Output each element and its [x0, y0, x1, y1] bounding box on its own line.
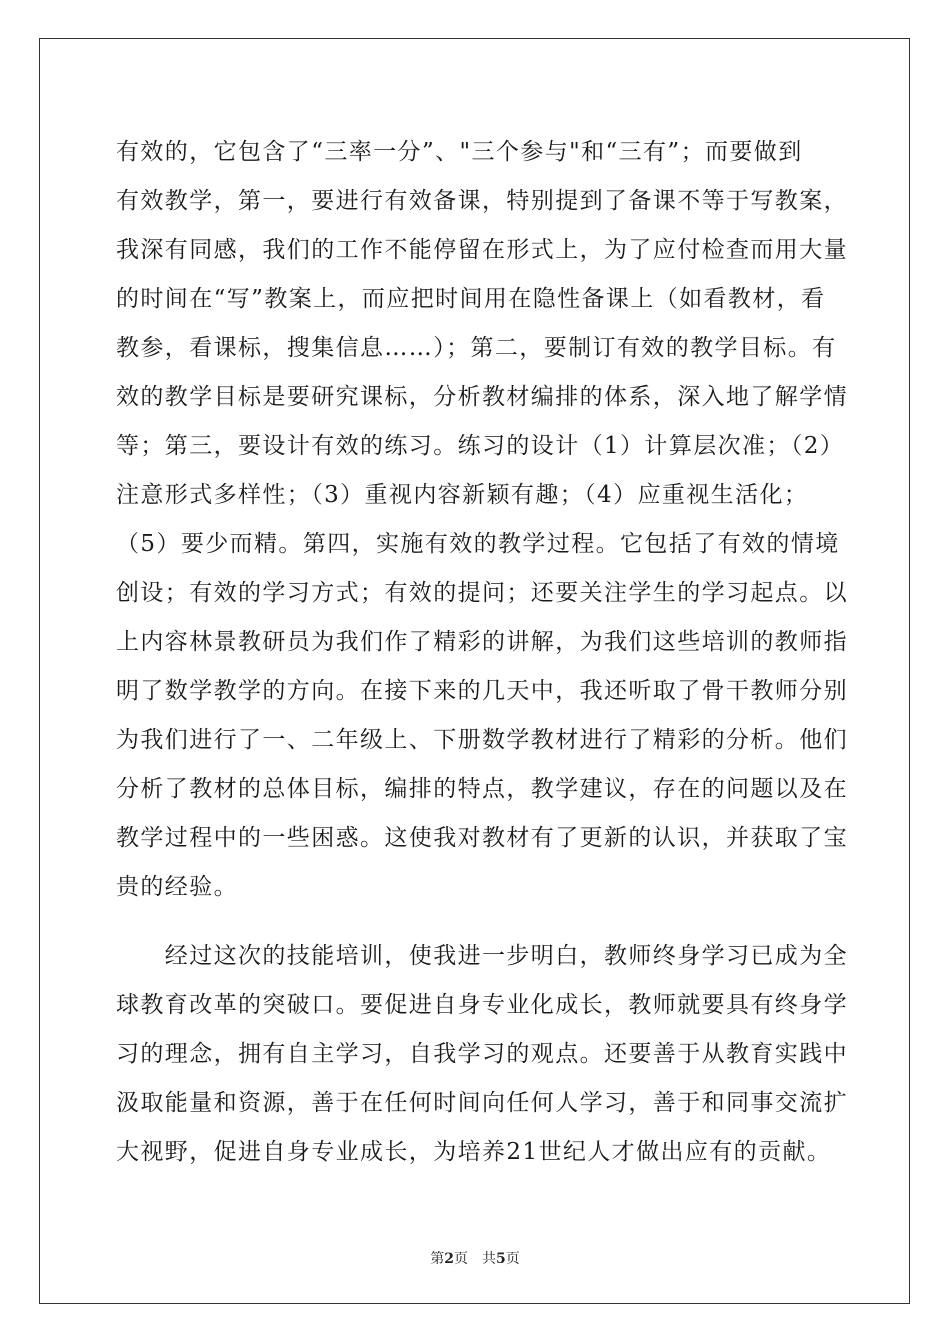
page-total-count: 5	[496, 1251, 506, 1267]
page-number-prefix: 第	[430, 1251, 445, 1267]
text-line: 贵的经验。	[116, 874, 238, 900]
page-total-prefix: 共	[482, 1251, 496, 1267]
text-line: 创设；有效的学习方式；有效的提问；还要关注学生的学习起点。以	[116, 580, 848, 606]
text-line: 为我们进行了一、二年级上、下册数学教材进行了精彩的分析。他们	[116, 727, 848, 753]
page-number-current: 2	[444, 1251, 454, 1267]
text-line: （5）要少而精。第四，实施有效的教学过程。它包括了有效的情境	[116, 531, 840, 557]
text-line: 我深有同感，我们的工作不能停留在形式上，为了应付检查而用大量	[116, 237, 848, 263]
text-line: 大视野，促进自身专业成长，为培养21世纪人才做出应有的贡献。	[116, 1139, 832, 1165]
paragraph-1	[116, 128, 848, 912]
text-line: 上内容林景教研员为我们作了精彩的讲解，为我们这些培训的教师指	[116, 629, 848, 655]
page-total-suffix: 页	[505, 1251, 520, 1267]
text-line: 习的理念，拥有自主学习，自我学习的观点。还要善于从教育实践中	[116, 1041, 848, 1067]
paragraph-2	[116, 932, 848, 1177]
page-number-suffix: 页	[454, 1251, 468, 1267]
text-line: 明了数学教学的方向。在接下来的几天中，我还听取了骨干教师分别	[116, 678, 848, 704]
text-line: 有效教学，第一，要进行有效备课，特别提到了备课不等于写教案，	[116, 188, 848, 214]
text-line: 有效的，它包含了“三率一分”、"三个参与"和“三有”；而要做到	[116, 139, 803, 165]
text-line: 注意形式多样性；（3）重视内容新颖有趣；（4）应重视生活化；	[116, 482, 809, 508]
document-body	[116, 128, 848, 1177]
paragraph-gap	[116, 912, 836, 932]
text-line: 教参，看课标，搜集信息……）；第二，要制订有效的教学目标。有	[116, 335, 837, 361]
page-footer	[0, 1248, 950, 1268]
text-line: 教学过程中的一些困惑。这使我对教材有了更新的认识，并获取了宝	[116, 825, 848, 851]
text-line: 经过这次的技能培训，使我进一步明白，教师终身学习已成为全	[116, 943, 848, 969]
text-line: 球教育改革的突破口。要促进自身专业化成长，教师就要具有终身学	[116, 992, 848, 1018]
text-line: 汲取能量和资源，善于在任何时间向任何人学习，善于和同事交流扩	[116, 1090, 848, 1116]
text-line: 的时间在“写”教案上，而应把时间用在隐性备课上（如看教材，看	[116, 286, 826, 312]
text-line: 等；第三，要设计有效的练习。练习的设计（1）计算层次准；（2）	[116, 433, 845, 459]
text-line: 分析了教材的总体目标，编排的特点，教学建议，存在的问题以及在	[116, 776, 848, 802]
text-line: 效的教学目标是要研究课标，分析教材编排的体系，深入地了解学情	[116, 384, 848, 410]
